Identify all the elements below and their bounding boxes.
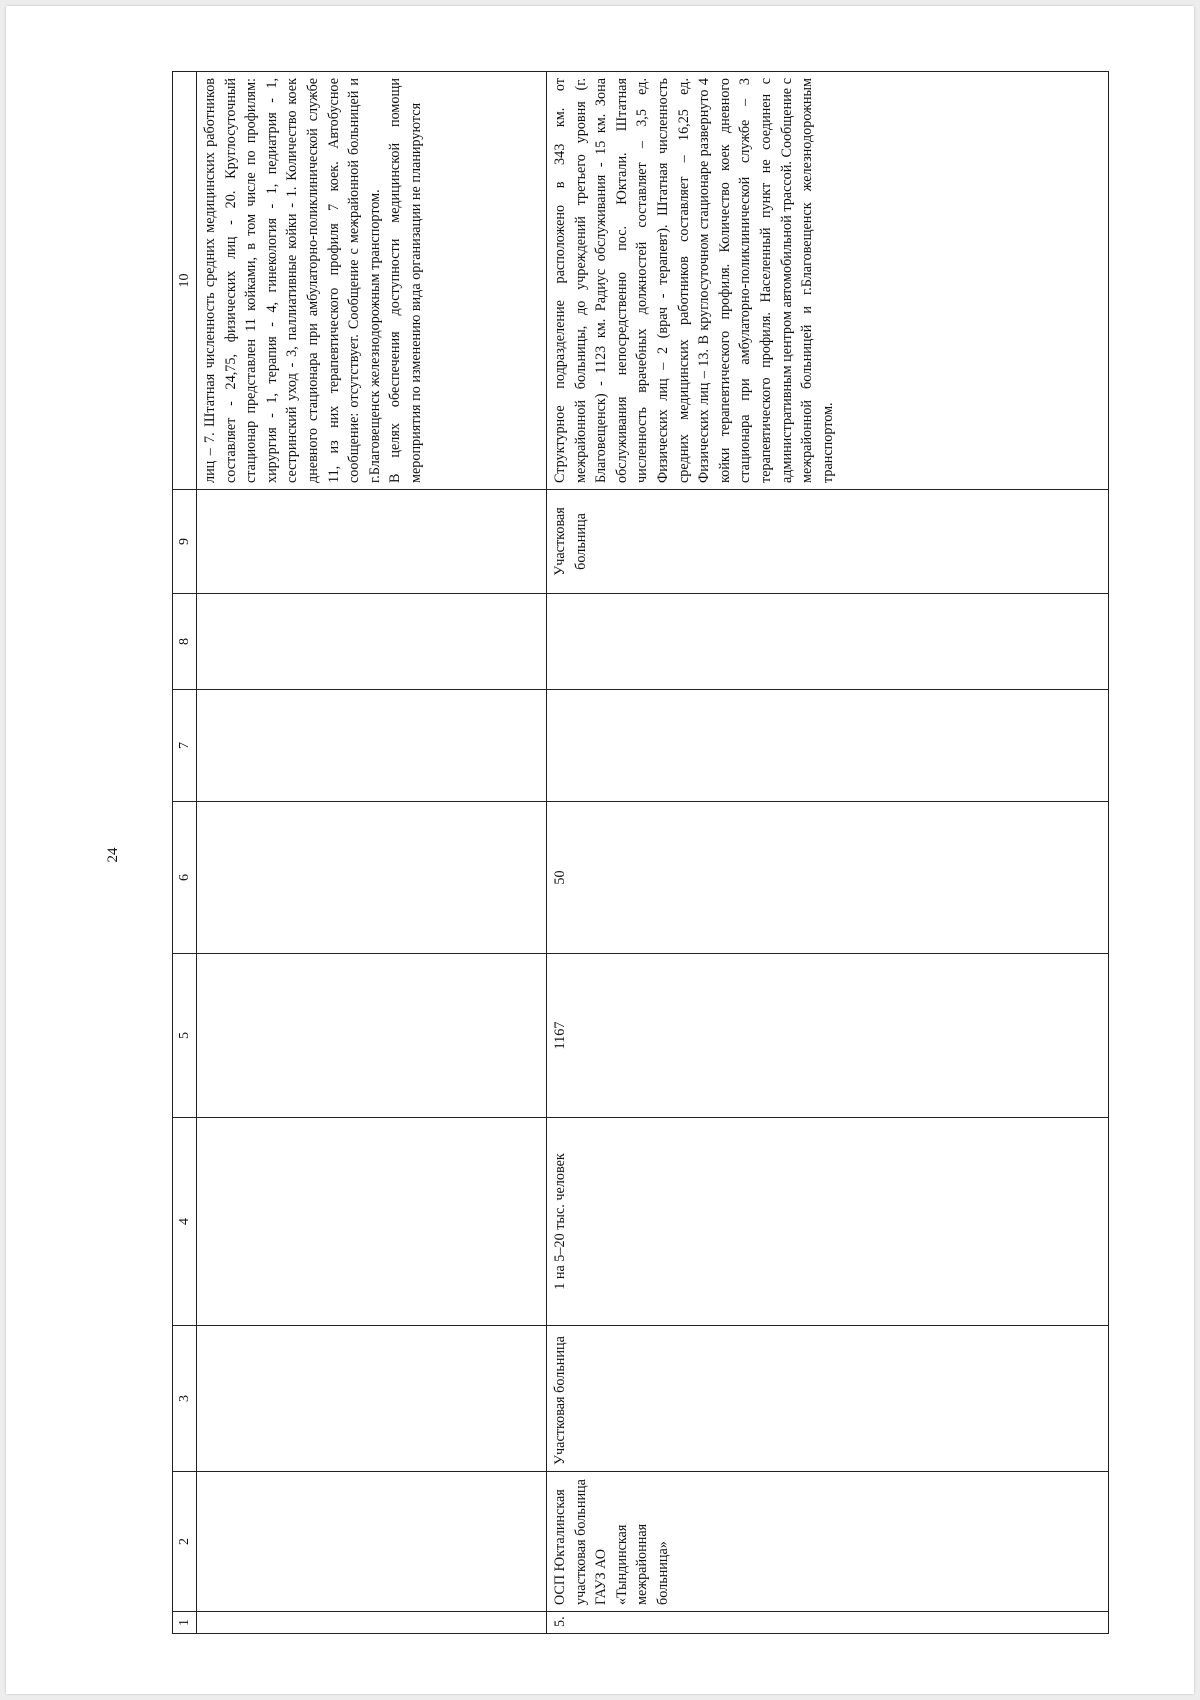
header-cell: 1 bbox=[173, 1612, 197, 1634]
rotated-table-container bbox=[172, 72, 1108, 1634]
table-row bbox=[547, 72, 1109, 1634]
header-cell: 9 bbox=[173, 490, 197, 594]
table-cell bbox=[197, 1612, 547, 1634]
planned-type-cell: Участковая больница bbox=[547, 490, 1109, 594]
population-cell: 1167 bbox=[547, 954, 1109, 1118]
header-cell: 7 bbox=[173, 690, 197, 802]
description-cell bbox=[197, 72, 547, 490]
organization-type-cell: Участковая больница bbox=[547, 1326, 1109, 1472]
header-cell: 10 bbox=[173, 72, 197, 490]
row-number-cell: 5. bbox=[547, 1612, 1109, 1634]
table-cell bbox=[547, 690, 1109, 802]
table-row bbox=[197, 72, 547, 1634]
header-cell: 5 bbox=[173, 954, 197, 1118]
header-cell: 6 bbox=[173, 802, 197, 954]
value-cell: 50 bbox=[547, 802, 1109, 954]
table-cell bbox=[197, 1118, 547, 1326]
table-cell bbox=[197, 1326, 547, 1472]
table-cell bbox=[197, 954, 547, 1118]
description-cell: Структурное подразделение расположено в 343 км. от межрайонной больницы, до учреждений третьего уровня (г. Благовещенск) - 1123 км. Радиус обслуживания - 15 км. Зона обслуживания непосредственно пос. Юктали. Штатная численность врачебных должностей составляет – 3,5 ед. Физических лиц – 2 (врач - терапевт). Штатная численность средних медицинских работников составляет – 16,25 ед. Физических лиц – 13. В круглосуточном стационаре развернуто 4 койки терапевтического профиля. Количество коек дневного стационара при амбулаторно-поликлинической службе – 3 терапевтического профиля. Населенный пункт не соединен с административным центром автомобильной трассой. Сообщение с межрайонной больницей и г.Благовещенск железнодорожным транспортом. bbox=[547, 72, 1109, 490]
header-cell: 2 bbox=[173, 1472, 197, 1612]
organization-name-cell: ОСП Юкталинская участковая больница ГАУЗ АО «Тындинская межрайонная больница» bbox=[547, 1472, 1109, 1612]
data-table bbox=[172, 71, 1109, 1634]
header-cell: 3 bbox=[173, 1326, 197, 1472]
table-cell bbox=[197, 802, 547, 954]
header-cell: 4 bbox=[173, 1118, 197, 1326]
norm-cell: 1 на 5–20 тыс. человек bbox=[547, 1118, 1109, 1326]
table-cell bbox=[197, 594, 547, 690]
description-paragraph: В целях обеспечения доступности медицинской помощи мероприятия по изменению вида организации не планируются bbox=[387, 78, 424, 483]
header-cell: 8 bbox=[173, 594, 197, 690]
document-page bbox=[6, 6, 1194, 1694]
table-cell bbox=[547, 594, 1109, 690]
header-row bbox=[173, 72, 197, 1634]
page-number: 24 bbox=[105, 847, 121, 863]
table-cell bbox=[197, 1472, 547, 1612]
table-cell bbox=[197, 690, 547, 802]
description-paragraph: лиц – 7. Штатная численность средних медицинских работников составляет - 24,75, физических лиц - 20. Круглосуточный стационар представлен 11 койками, в том числе по профилям: хирургия - 1, терапия - 4, гинекология - 1, педиатрия - 1, сестринский уход - 3, паллиативные койки - 1. Количество коек дневного стационара при амбулаторно-поликлинической службе 11, из них терапевтического профиля 7 коек. Автобусное сообщение: отсутствует. Сообщение с межрайонной больницей и г.Благовещенск железнодорожным транспортом. bbox=[202, 78, 383, 483]
table-cell bbox=[197, 490, 547, 594]
